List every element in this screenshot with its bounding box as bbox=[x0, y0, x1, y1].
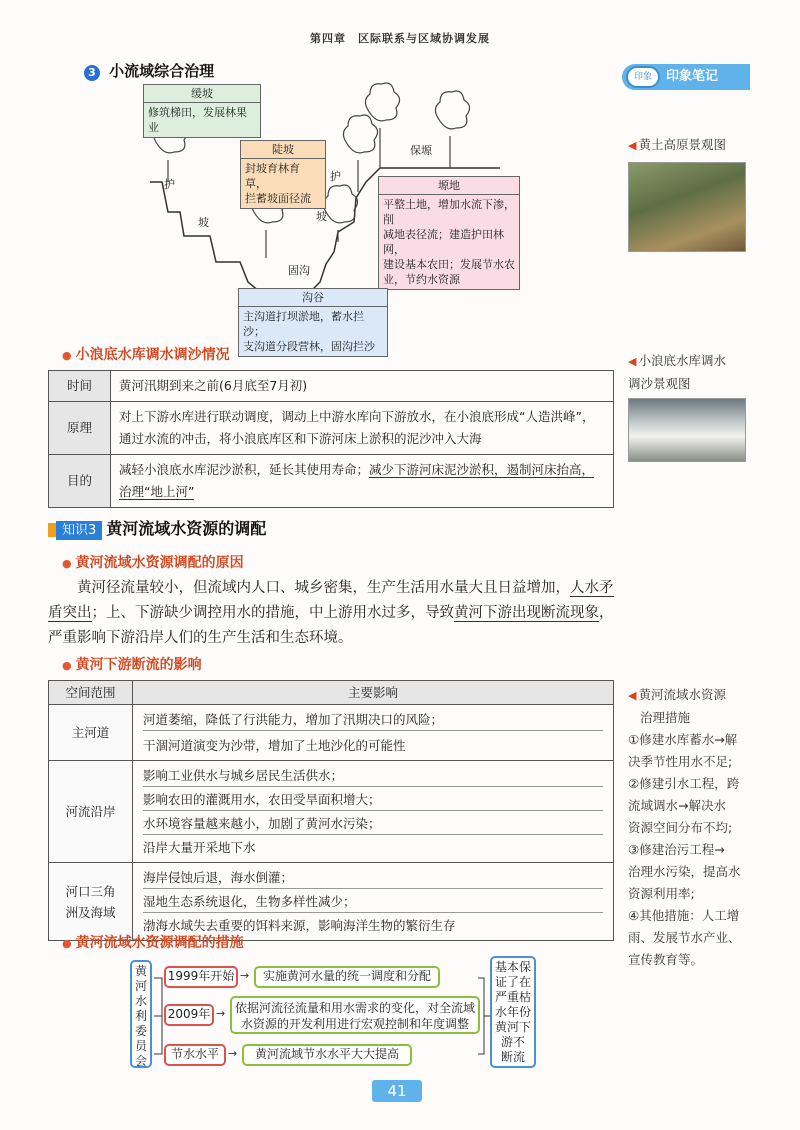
yuandi-title: 塬地 bbox=[379, 177, 519, 195]
row-label: 时间 bbox=[49, 371, 111, 402]
text-water-saving: 黄河流域节水水平大大提高 bbox=[242, 1044, 412, 1066]
reason-p-e: ，严重影响下游沿岸人们的生产生活和生态环境。 bbox=[48, 605, 614, 646]
measure-line: 治理措施 bbox=[640, 710, 691, 725]
knowledge-title: 黄河流域水资源的调配 bbox=[106, 519, 267, 538]
row-label: 原理 bbox=[49, 402, 111, 455]
purpose-text-b: 减少下游河床泥沙淤积，遏制河床抬高，治理“地上河” bbox=[119, 462, 595, 499]
measure-line: 资源空间分布不均; bbox=[628, 820, 733, 835]
impact-line: 海岸侵蚀后退，海水倒灌； bbox=[143, 867, 603, 889]
reason-p-d: 黄河下游出现断流现象 bbox=[454, 605, 599, 621]
col-header-scope: 空间范围 bbox=[49, 681, 133, 705]
text-2009-l1: 依据河流径流量和用水需求的变化，对全流域 bbox=[234, 1001, 475, 1015]
yellow-river-commission-box bbox=[130, 960, 152, 1068]
measure-line: ②修建引水工程，跨 bbox=[628, 776, 740, 791]
section-title: 小流域综合治理 bbox=[109, 62, 215, 80]
org-char: 水 bbox=[134, 994, 147, 1008]
doupo-body-l1: 封坡育林育草， bbox=[245, 162, 300, 190]
result-line: 黄河下 bbox=[494, 1020, 531, 1034]
impact-line: 水环境容量越来越小，加剧了黄河水污染； bbox=[143, 813, 603, 835]
page-number: 41 bbox=[372, 1080, 422, 1102]
impact-line: 沿岸大量开采地下水 bbox=[143, 840, 256, 855]
doupo-body-l2: 拦蓄坡面径流 bbox=[245, 192, 311, 205]
scope-label: 河流沿岸 bbox=[49, 761, 133, 863]
yuandi-body-l1: 平整土地，增加水流下渗，削 bbox=[383, 198, 515, 226]
caption-loess-text: 黄土高原景观图 bbox=[638, 137, 726, 152]
scope-label-l1: 河口三角 bbox=[65, 883, 116, 899]
table-row bbox=[49, 455, 614, 508]
measures-heading bbox=[62, 932, 244, 952]
label-gugou: 固沟 bbox=[288, 264, 310, 277]
arrow-icon: → bbox=[228, 1047, 238, 1060]
reason-title: 黄河流域水资源调配的原因 bbox=[75, 555, 244, 571]
measure-line: 黄河流域水资源 bbox=[638, 687, 726, 702]
text-2009-l2: 水资源的开发利用进行宏观控制和年度调整 bbox=[240, 1017, 469, 1031]
table-row bbox=[49, 863, 614, 941]
impact-table bbox=[48, 680, 614, 941]
result-line: 基本保 bbox=[494, 960, 531, 974]
chapter-header: 第四章 区际联系与区域协调发展 bbox=[310, 32, 490, 45]
gougu-title: 沟谷 bbox=[239, 289, 387, 307]
result-line: 游不 bbox=[500, 1035, 525, 1049]
leaf-icon: ● bbox=[62, 349, 72, 362]
reason-p-c: ；上、下游缺少调控用水的措施，中上游用水过多，导致 bbox=[91, 605, 454, 621]
impact-heading bbox=[62, 654, 202, 674]
impact-content bbox=[133, 761, 614, 863]
org-char: 河 bbox=[134, 979, 147, 993]
impact-line: 影响农田的灌溉用水，农田受旱面积增大； bbox=[143, 789, 603, 811]
table-header-row bbox=[49, 681, 614, 705]
result-line: 断流 bbox=[500, 1050, 525, 1064]
cloud-icon: 印象 bbox=[626, 66, 660, 88]
box-yuandi bbox=[378, 176, 520, 290]
doupo-title: 陡坡 bbox=[241, 141, 325, 159]
box-gougu bbox=[238, 288, 388, 357]
caption-xiaolangdi-l1: 小浪底水库调水 bbox=[638, 353, 726, 368]
table-row bbox=[49, 402, 614, 455]
reason-paragraph bbox=[48, 576, 616, 651]
label-baoyuan: 保塬 bbox=[410, 144, 432, 157]
xiaolangdi-table bbox=[48, 370, 614, 508]
table-row bbox=[49, 371, 614, 402]
result-line: 水年份 bbox=[494, 1005, 531, 1019]
xiaolangdi-photo bbox=[628, 398, 746, 462]
impact-title: 黄河下游断流的影响 bbox=[75, 657, 202, 673]
measure-line: 雨、发展节水产业、 bbox=[628, 930, 741, 945]
arrow-icon: → bbox=[240, 969, 250, 982]
org-char: 委 bbox=[134, 1024, 147, 1038]
measure-line: 治理水污染，提高水 bbox=[628, 864, 741, 879]
measure-line: ③修建治污工程→ bbox=[628, 842, 725, 857]
measures-title: 黄河流域水资源调配的措施 bbox=[75, 935, 244, 951]
section-3-heading bbox=[84, 60, 214, 81]
org-char: 利 bbox=[134, 1009, 147, 1023]
text-1999: 实施黄河水量的统一调度和分配 bbox=[254, 966, 440, 988]
label-hu-2: 护 bbox=[330, 170, 341, 183]
huanpo-body: 修筑梯田，发展林果业 bbox=[148, 106, 247, 134]
scope-label: 主河道 bbox=[49, 705, 133, 761]
note-banner-label: 印象笔记 bbox=[666, 69, 719, 84]
reason-heading bbox=[62, 552, 244, 572]
org-char: 员 bbox=[134, 1039, 147, 1053]
loess-plateau-photo bbox=[628, 162, 746, 252]
caption-xiaolangdi-l2: 调沙景观图 bbox=[628, 376, 691, 391]
measure-line: 决季节性用水不足; bbox=[628, 754, 733, 769]
huanpo-title: 缓坡 bbox=[144, 85, 260, 103]
impact-content bbox=[133, 863, 614, 941]
result-box bbox=[490, 956, 536, 1068]
caption-loess bbox=[628, 134, 726, 157]
label-po-1: 坡 bbox=[198, 216, 209, 229]
row-text bbox=[111, 455, 614, 508]
knowledge-3-heading bbox=[48, 516, 266, 539]
box-doupo bbox=[240, 140, 326, 209]
purpose-text-a: 减轻小浪底水库泥沙淤积，延长其使用寿命； bbox=[119, 462, 370, 477]
result-line: 证了在 bbox=[494, 975, 531, 989]
row-text: 对上下游水库进行联动调度，调动上中游水库向下游放水，在小浪底形成“人造洪峰”，通过水流的冲击，将小浪底库区和下游河床上淤积的泥沙冲入大海 bbox=[111, 402, 614, 455]
impact-line: 影响工业供水与城乡居民生活供水； bbox=[143, 765, 603, 787]
yuandi-body-l2: 减地表径流；建造护田林网， bbox=[383, 228, 504, 256]
box-huanpo bbox=[143, 84, 261, 138]
yuandi-body-l4: 业，节约水资源 bbox=[383, 273, 460, 286]
impact-line: 河道萎缩，降低了行洪能力，增加了汛期决口的风险； bbox=[143, 709, 603, 731]
yuandi-body-l3: 建设基本农田；发展节水农 bbox=[383, 258, 515, 271]
org-char: 黄 bbox=[134, 964, 147, 978]
measure-line: ①修建水库蓄水→解 bbox=[628, 732, 738, 747]
measure-line: 宣传教育等。 bbox=[628, 952, 704, 967]
measure-line: 流域调水→解决水 bbox=[628, 798, 726, 813]
col-header-impact: 主要影响 bbox=[133, 681, 614, 705]
impact-line: 渤海水域失去重要的饵料来源，影响海洋生物的繁衍生存 bbox=[143, 918, 456, 933]
org-char: 会 bbox=[134, 1054, 147, 1068]
reason-p-a: 黄河径流量较小，但流域内人口、城乡密集，生产生活用水量大且日益增加， bbox=[77, 580, 570, 596]
tag-water-saving: 节水水平 bbox=[164, 1044, 226, 1066]
impact-line: 干涸河道演变为沙带，增加了土地沙化的可能性 bbox=[143, 738, 406, 753]
triangle-icon: ◀ bbox=[628, 139, 637, 152]
impact-line: 湿地生态系统退化，生物多样性减少； bbox=[143, 891, 603, 913]
book-icon bbox=[48, 523, 56, 537]
row-text: 黄河汛期到来之前(6月底至7月初) bbox=[111, 371, 614, 402]
table-row bbox=[49, 705, 614, 761]
gougu-body-l2: 支沟道分段营林，固沟拦沙 bbox=[243, 340, 375, 353]
impact-content bbox=[133, 705, 614, 761]
text-2009 bbox=[230, 996, 480, 1034]
gougu-body-l1: 主沟道打坝淤地，蓄水拦沙； bbox=[243, 310, 364, 338]
scope-label bbox=[49, 863, 133, 941]
reason-p-b: 人水矛盾突出 bbox=[48, 580, 614, 621]
knowledge-tag: 知识3 bbox=[56, 521, 102, 540]
leaf-icon: ● bbox=[62, 557, 72, 570]
tag-1999: 1999年开始 bbox=[164, 966, 238, 988]
section-number-badge: 3 bbox=[84, 65, 100, 81]
xiaolangdi-heading bbox=[62, 344, 230, 364]
leaf-icon: ● bbox=[62, 659, 72, 672]
result-line: 严重枯 bbox=[494, 990, 531, 1004]
label-hu-1: 护 bbox=[164, 178, 175, 191]
leaf-icon: ● bbox=[62, 937, 72, 950]
caption-xiaolangdi bbox=[628, 350, 726, 395]
table-row bbox=[49, 761, 614, 863]
arrow-icon: → bbox=[216, 1007, 226, 1020]
label-po-2: 坡 bbox=[316, 210, 327, 223]
measure-line: 资源利用率; bbox=[628, 886, 695, 901]
xiaolangdi-title: 小浪底水库调水调沙情况 bbox=[75, 347, 230, 363]
row-label: 目的 bbox=[49, 455, 111, 508]
triangle-icon: ◀ bbox=[628, 355, 637, 368]
triangle-icon: ◀ bbox=[628, 689, 637, 702]
scope-label-l2: 洲及海域 bbox=[65, 904, 116, 920]
tag-2009: 2009年 bbox=[164, 1004, 214, 1026]
side-measures-note bbox=[628, 684, 758, 971]
measure-line: ④其他措施：人工增 bbox=[628, 908, 740, 923]
